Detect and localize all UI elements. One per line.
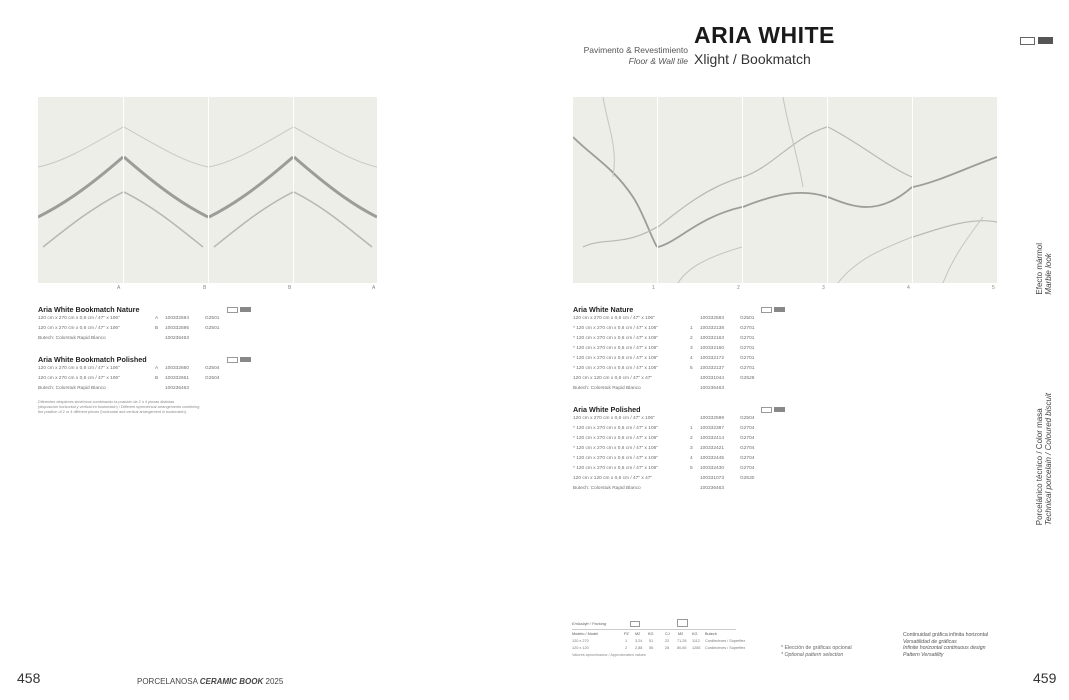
cell: 80,65 bbox=[677, 646, 687, 650]
porcelain-en: Technical porcelain / Coloured biscuit bbox=[1044, 393, 1053, 526]
row-code: 100332445 bbox=[700, 456, 725, 461]
bookmatch-note bbox=[38, 400, 199, 415]
row-code: 100332172 bbox=[700, 356, 725, 361]
row-ref: G2704 bbox=[740, 466, 755, 471]
continuity-note bbox=[903, 632, 988, 658]
row-pos: A bbox=[155, 366, 159, 371]
tile-continuous-1 bbox=[573, 97, 657, 283]
packing-divider bbox=[572, 629, 736, 630]
row-ref: G2504 bbox=[205, 366, 220, 371]
box-icon bbox=[677, 619, 688, 627]
format-icon bbox=[227, 307, 238, 313]
sidebar-marble bbox=[1035, 243, 1053, 295]
continuity-en2: Pattern Versatility bbox=[903, 651, 944, 658]
porcelain-es: Porcelánico técnico / Color masa bbox=[1035, 408, 1044, 526]
pattern-note-es: * Elección de gráficas opcional bbox=[781, 645, 852, 651]
cell: 1112 bbox=[692, 639, 700, 643]
row-ref: G2501 bbox=[740, 316, 755, 321]
row-size: 120 cm x 270 cm x 0,6 cm / 47" x 106" bbox=[38, 316, 120, 321]
row-code: 100332160 bbox=[700, 346, 725, 351]
row-ref: G2530 bbox=[740, 476, 755, 481]
col-m2-pallet: M2 bbox=[678, 632, 684, 636]
row-pos: 5 bbox=[690, 466, 693, 471]
col-pz: PZ bbox=[624, 632, 629, 636]
row-size: 120 cm x 120 cm x 0,6 cm / 47" x 47" bbox=[573, 476, 653, 481]
gallery-left-label-2: B bbox=[203, 285, 207, 291]
subtitle-en: Floor & Wall tile bbox=[628, 56, 688, 66]
row-ref: G2704 bbox=[740, 436, 755, 441]
footer-label: Butech: Colorstuk Rapid Blanco bbox=[38, 386, 106, 391]
footer-brand bbox=[137, 677, 283, 686]
row-ref: G2501 bbox=[205, 326, 220, 331]
row-pos: A bbox=[155, 316, 159, 321]
product-title: Aria White Bookmatch Polished bbox=[38, 355, 147, 364]
row-ref: G2504 bbox=[205, 376, 220, 381]
book-year: 2025 bbox=[265, 677, 284, 686]
col-cj: CJ bbox=[665, 632, 670, 636]
note-line: (disposición horizontal y vertical en bookmatch) / Different symmetrical arrangements combining bbox=[38, 405, 200, 409]
cell: 71,28 bbox=[677, 639, 687, 643]
row-pos: 2 bbox=[690, 336, 693, 341]
row-ref: G2701 bbox=[740, 366, 755, 371]
row-ref: G2701 bbox=[740, 356, 755, 361]
note-line: the position of 2 or 4 different pieces (horizontal and vertical arrangement in bookmatch). bbox=[38, 410, 187, 414]
format-icon bbox=[761, 307, 772, 313]
row-code: 100332414 bbox=[700, 436, 725, 441]
format-icon bbox=[227, 357, 238, 363]
marble-en: Marble look bbox=[1044, 253, 1053, 295]
row-size: 120 cm x 120 cm x 0,6 cm / 47" x 47" bbox=[573, 376, 653, 381]
continuity-es2: Versatilidad de gráficas bbox=[903, 638, 957, 645]
header-subtitle bbox=[584, 45, 688, 67]
pattern-note bbox=[781, 645, 852, 659]
row-ref: G2704 bbox=[740, 446, 755, 451]
col-kg: KG bbox=[648, 632, 654, 636]
format-header-icon-alt bbox=[1038, 37, 1053, 44]
row-ref: G2701 bbox=[740, 326, 755, 331]
row-code: 100331044 bbox=[700, 376, 725, 381]
row-ref: G2701 bbox=[740, 346, 755, 351]
row-ref: G2504 bbox=[740, 416, 755, 421]
row-size: 120 cm x 270 cm x 0,6 cm / 47" x 106" bbox=[38, 376, 120, 381]
row-pos: B bbox=[155, 376, 159, 381]
book-name: CERAMIC BOOK bbox=[199, 677, 264, 686]
cell: 120 x 270 bbox=[572, 639, 589, 643]
page-number-left: 458 bbox=[17, 670, 41, 686]
row-pos: 1 bbox=[690, 426, 693, 431]
row-code: 100332583 bbox=[700, 316, 725, 321]
row-size: 120 cm x 270 cm x 0,6 cm / 47" x 106" bbox=[38, 326, 120, 331]
packing-row bbox=[572, 639, 746, 645]
row-pos: 3 bbox=[690, 346, 693, 351]
row-code: 100332594 bbox=[165, 316, 190, 321]
cell: Cordlechves / Superflex bbox=[705, 639, 746, 643]
gallery-left-label-1: A bbox=[117, 285, 121, 291]
row-ref: G2501 bbox=[205, 316, 220, 321]
footer-code: 100236463 bbox=[165, 336, 190, 341]
row-size: * 120 cm x 270 cm x 0,6 cm / 47" x 106" bbox=[573, 336, 658, 341]
row-size: * 120 cm x 270 cm x 0,6 cm / 47" x 106" bbox=[573, 426, 658, 431]
format-icon-alt bbox=[774, 407, 785, 412]
row-code: 100332660 bbox=[165, 366, 190, 371]
col-m2: M2 bbox=[635, 632, 641, 636]
row-pos: 2 bbox=[690, 436, 693, 441]
row-size: 120 cm x 270 cm x 0,6 cm / 47" x 106" bbox=[573, 416, 655, 421]
row-code: 100332163 bbox=[700, 336, 725, 341]
cell: 2,88 bbox=[635, 646, 643, 650]
gallery-left-label-4: A bbox=[372, 285, 376, 291]
packing-note: Valores aproximados / Approximated values bbox=[572, 653, 646, 657]
row-pos: B bbox=[155, 326, 159, 331]
format-icon-alt bbox=[240, 307, 251, 312]
format-icon-alt bbox=[774, 307, 785, 312]
footer-label: Butech: Colorstuk Rapid Blanco bbox=[573, 486, 641, 491]
pattern-note-en: * Optional pattern selection bbox=[781, 652, 844, 658]
row-code: 100332421 bbox=[700, 446, 725, 451]
footer-code: 100236463 bbox=[700, 486, 725, 491]
row-code: 100332599 bbox=[700, 416, 725, 421]
gallery-right-label-1: 1 bbox=[652, 285, 655, 291]
cell: Cordlechves / Superflex bbox=[705, 646, 746, 650]
footer-code: 100236463 bbox=[165, 386, 190, 391]
tile-continuous-4 bbox=[828, 97, 912, 283]
product-title: Aria White Nature bbox=[573, 305, 634, 314]
product-title: Aria White Bookmatch Nature bbox=[38, 305, 140, 314]
tile-bookmatch-a-left bbox=[38, 97, 123, 283]
row-pos: 1 bbox=[690, 326, 693, 331]
footer-code: 100236463 bbox=[700, 386, 725, 391]
row-pos: 4 bbox=[690, 456, 693, 461]
gallery-right-label-5: 5 bbox=[992, 285, 995, 291]
tile-continuous-3 bbox=[743, 97, 827, 283]
row-size: * 120 cm x 270 cm x 0,6 cm / 47" x 106" bbox=[573, 346, 658, 351]
row-size: * 120 cm x 270 cm x 0,6 cm / 47" x 106" bbox=[573, 436, 658, 441]
cell: 1285 bbox=[692, 646, 701, 650]
gallery-right-label-3: 3 bbox=[822, 285, 825, 291]
cell: 51 bbox=[649, 639, 654, 643]
cell: 120 x 120 bbox=[572, 646, 589, 650]
row-pos: 3 bbox=[690, 446, 693, 451]
subtitle-es: Pavimento & Revestimiento bbox=[583, 45, 688, 55]
row-size: * 120 cm x 270 cm x 0,6 cm / 47" x 106" bbox=[573, 456, 658, 461]
product-title: Aria White Polished bbox=[573, 405, 641, 414]
gallery-left-label-3: B bbox=[288, 285, 292, 291]
col-butech: Butech bbox=[705, 632, 717, 636]
gallery-right-label-4: 4 bbox=[907, 285, 910, 291]
row-pos: 5 bbox=[690, 366, 693, 371]
page-number-right: 459 bbox=[1033, 670, 1057, 686]
row-pos: 4 bbox=[690, 356, 693, 361]
row-ref: G2704 bbox=[740, 456, 755, 461]
row-size: 120 cm x 270 cm x 0,6 cm / 47" x 106" bbox=[573, 316, 655, 321]
row-ref: G2701 bbox=[740, 336, 755, 341]
row-code: 100332138 bbox=[700, 326, 725, 331]
row-size: * 120 cm x 270 cm x 0,6 cm / 47" x 106" bbox=[573, 326, 658, 331]
pallet-icon bbox=[630, 621, 640, 627]
tile-bookmatch-a-right bbox=[294, 97, 377, 283]
row-code: 100332595 bbox=[165, 326, 190, 331]
row-code: 100331073 bbox=[700, 476, 725, 481]
cell: 3,24 bbox=[635, 639, 643, 643]
row-code: 100332430 bbox=[700, 466, 725, 471]
sidebar-porcelain bbox=[1035, 393, 1053, 525]
footer-label: Butech: Colorstuk Rapid Blanco bbox=[573, 386, 641, 391]
format-header-icon bbox=[1020, 37, 1035, 45]
marble-es: Efecto mármol bbox=[1035, 243, 1044, 295]
row-size: * 120 cm x 270 cm x 0,6 cm / 47" x 106" bbox=[573, 366, 658, 371]
packing-header bbox=[572, 632, 742, 638]
row-size: * 120 cm x 270 cm x 0,6 cm / 47" x 106" bbox=[573, 356, 658, 361]
row-size: * 120 cm x 270 cm x 0,6 cm / 47" x 106" bbox=[573, 466, 658, 471]
tile-bookmatch-b-right bbox=[209, 97, 293, 283]
continuity-es: Continuidad gráfica infinita horizontal bbox=[903, 632, 989, 638]
cell: 2 bbox=[625, 646, 628, 650]
page-title: ARIA WHITE bbox=[694, 22, 835, 48]
tile-continuous-5 bbox=[913, 97, 997, 283]
format-icon-alt bbox=[240, 357, 251, 362]
col-kg-pallet: KG bbox=[692, 632, 698, 636]
continuity-en: Infinite horizontal continuous design bbox=[903, 645, 986, 651]
cell: 22 bbox=[665, 639, 670, 643]
tile-bookmatch-b-left bbox=[124, 97, 208, 283]
cell: 56 bbox=[649, 646, 654, 650]
brand-name: PORCELANOSA bbox=[137, 677, 198, 686]
cell: 1 bbox=[625, 639, 628, 643]
row-ref: G2528 bbox=[740, 376, 755, 381]
packing-title: Embalaje / Packing bbox=[572, 621, 607, 626]
tile-continuous-2 bbox=[658, 97, 742, 283]
row-code: 100332137 bbox=[700, 366, 725, 371]
row-code: 100332387 bbox=[700, 426, 725, 431]
note-line: Diferentes despieces simétricos combinando la posición de 2 ó 4 piezas distintas bbox=[38, 400, 175, 404]
row-size: 120 cm x 270 cm x 0,6 cm / 47" x 106" bbox=[38, 366, 120, 371]
format-icon bbox=[761, 407, 772, 413]
row-size: * 120 cm x 270 cm x 0,6 cm / 47" x 106" bbox=[573, 446, 658, 451]
footer-label: Butech: Colorstuk Rapid Blanco bbox=[38, 336, 106, 341]
row-ref: G2704 bbox=[740, 426, 755, 431]
col-model: Modelo / Model bbox=[572, 632, 598, 636]
cell: 28 bbox=[665, 646, 670, 650]
packing-row bbox=[572, 646, 746, 652]
series-title: Xlight / Bookmatch bbox=[694, 51, 811, 67]
row-code: 100332661 bbox=[165, 376, 190, 381]
gallery-right-label-2: 2 bbox=[737, 285, 740, 291]
